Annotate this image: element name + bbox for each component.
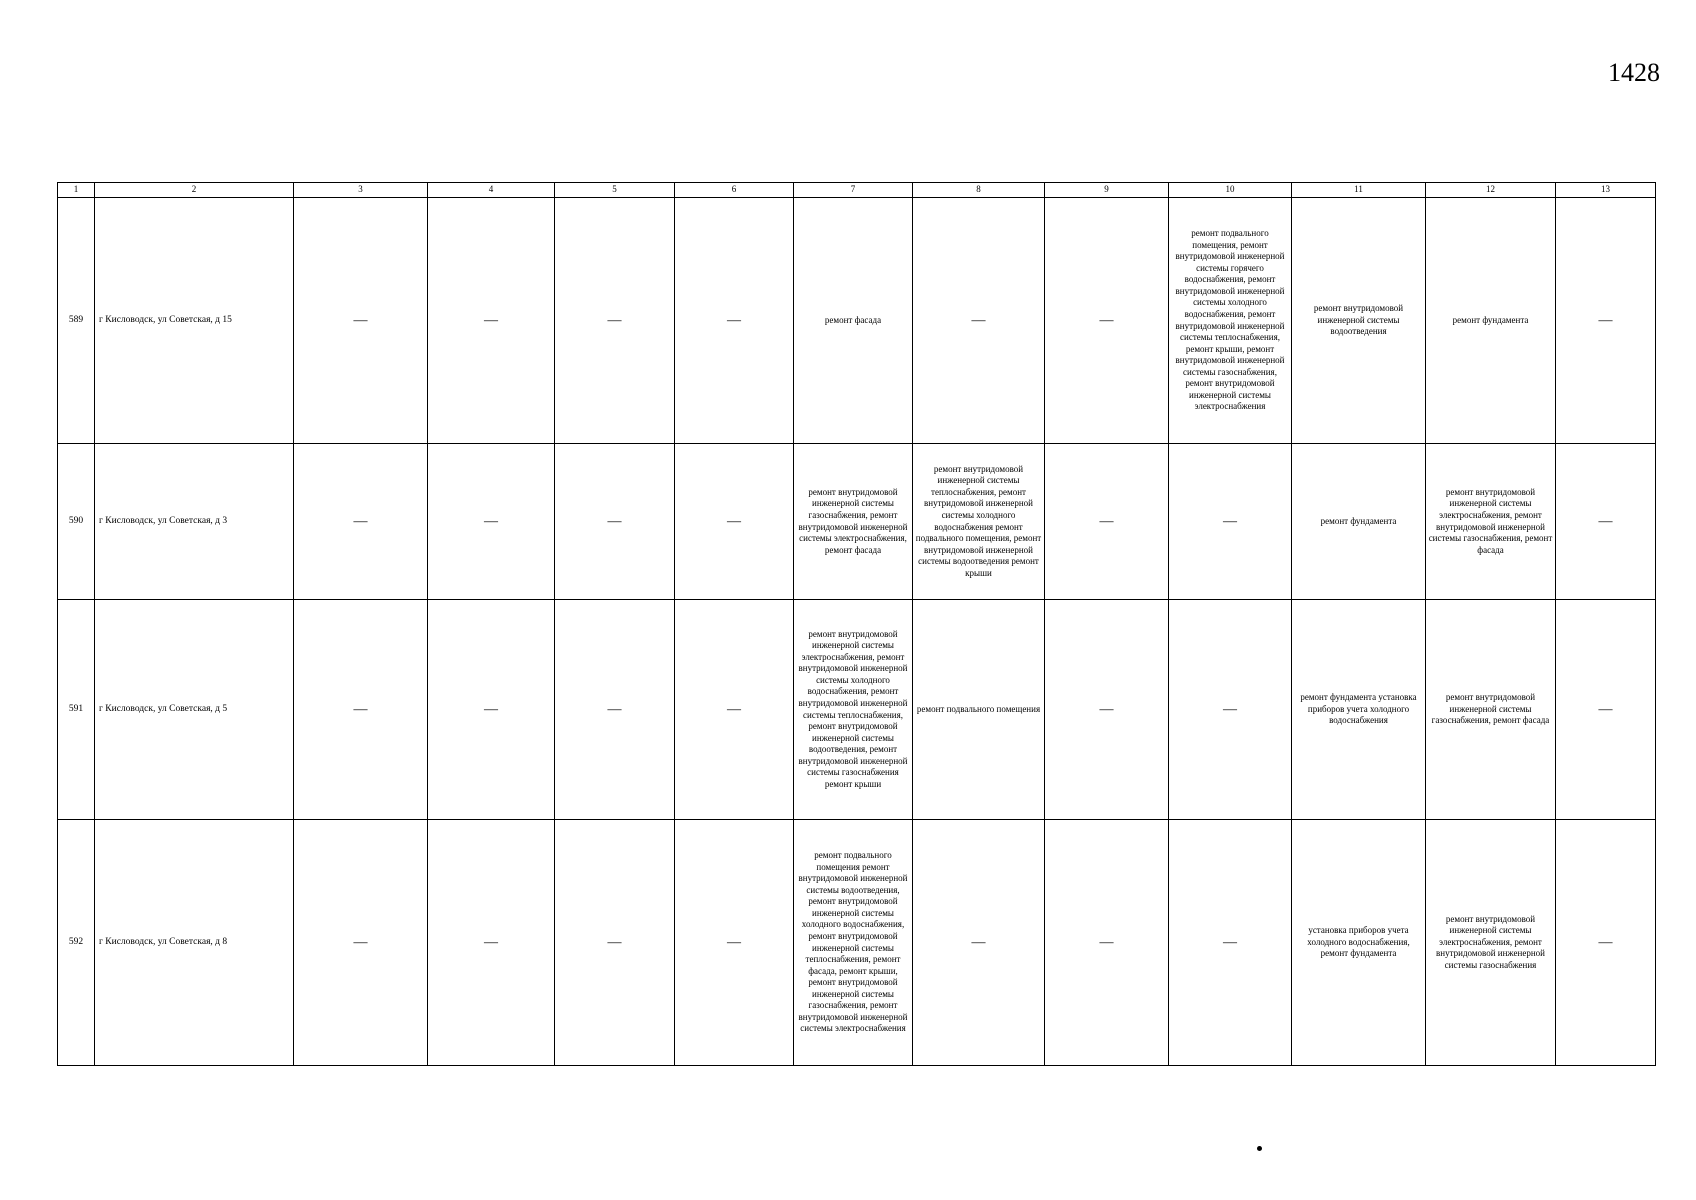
table-cell: — <box>1169 444 1292 600</box>
table-cell: — <box>428 444 555 600</box>
table-cell: — <box>1556 198 1656 444</box>
table-cell: ремонт фасада <box>794 198 913 444</box>
column-number: 12 <box>1426 183 1556 198</box>
row-number: 592 <box>58 820 95 1066</box>
table-cell: ремонт подвального помещения ремонт внутридомовой инженерной системы водоотведения, ремонт внутридомовой инженерной системы холодного водоснабжения, ремонт внутридомовой инженерной системы теплоснабжения, ремонт фасада, ремонт крыши, ремонт внутридомовой инженерной системы газоснабжения, ремонт внутридомовой инженерной системы электроснабжения <box>794 820 913 1066</box>
address-cell: г Кисловодск, ул Советская, д 5 <box>95 600 294 820</box>
repair-schedule-table <box>57 182 1656 1066</box>
table-cell: ремонт внутридомовой инженерной системы электроснабжения, ремонт внутридомовой инженерной системы газоснабжения <box>1426 820 1556 1066</box>
table-cell: — <box>1169 820 1292 1066</box>
scan-dot <box>1257 1146 1262 1151</box>
table-cell: — <box>1556 820 1656 1066</box>
column-number: 5 <box>555 183 675 198</box>
column-number: 13 <box>1556 183 1656 198</box>
table-cell: — <box>675 600 794 820</box>
table-cell: ремонт внутридомовой инженерной системы водоотведения <box>1292 198 1426 444</box>
table-row <box>58 198 1656 444</box>
table-cell: — <box>675 198 794 444</box>
table-cell: — <box>555 820 675 1066</box>
table-cell: — <box>428 198 555 444</box>
table-cell: — <box>1045 600 1169 820</box>
table-cell: ремонт фундамента <box>1292 444 1426 600</box>
table-cell: ремонт подвального помещения, ремонт внутридомовой инженерной системы горячего водоснабжения, ремонт внутридомовой инженерной системы холодного водоснабжения, ремонт внутридомовой инженерной системы теплоснабжения, ремонт крыши, ремонт внутридомовой инженерной системы газоснабжения, ремонт внутридомовой инженерной системы электроснабжения <box>1169 198 1292 444</box>
row-number: 591 <box>58 600 95 820</box>
table-cell: — <box>294 820 428 1066</box>
column-number: 6 <box>675 183 794 198</box>
address-cell: г Кисловодск, ул Советская, д 15 <box>95 198 294 444</box>
table-cell: — <box>1169 600 1292 820</box>
table-cell: — <box>1045 198 1169 444</box>
table-cell: — <box>675 444 794 600</box>
column-number: 1 <box>58 183 95 198</box>
table-cell: ремонт фундамента <box>1426 198 1556 444</box>
table-row <box>58 600 1656 820</box>
column-number: 7 <box>794 183 913 198</box>
table-cell: ремонт внутридомовой инженерной системы газоснабжения, ремонт фасада <box>1426 600 1556 820</box>
table-cell: — <box>1045 820 1169 1066</box>
table-cell: — <box>913 198 1045 444</box>
table-cell: — <box>555 198 675 444</box>
column-number: 3 <box>294 183 428 198</box>
table-cell: — <box>913 820 1045 1066</box>
table-cell: — <box>675 820 794 1066</box>
table-cell: установка приборов учета холодного водоснабжения, ремонт фундамента <box>1292 820 1426 1066</box>
table-cell: — <box>1045 444 1169 600</box>
table-row <box>58 820 1656 1066</box>
page-number: 1428 <box>1608 58 1660 87</box>
column-number: 2 <box>95 183 294 198</box>
table-cell: ремонт внутридомовой инженерной системы теплоснабжения, ремонт внутридомовой инженерной системы холодного водоснабжения ремонт подвального помещения, ремонт внутридомовой инженерной системы водоотведения ремонт крыши <box>913 444 1045 600</box>
address-cell: г Кисловодск, ул Советская, д 3 <box>95 444 294 600</box>
column-number: 4 <box>428 183 555 198</box>
table-row <box>58 444 1656 600</box>
table-cell: — <box>555 444 675 600</box>
table-cell: — <box>294 198 428 444</box>
table-cell: ремонт подвального помещения <box>913 600 1045 820</box>
table-cell: — <box>1556 600 1656 820</box>
address-cell: г Кисловодск, ул Советская, д 8 <box>95 820 294 1066</box>
table-cell: ремонт внутридомовой инженерной системы электроснабжения, ремонт внутридомовой инженерной системы газоснабжения, ремонт фасада <box>1426 444 1556 600</box>
column-number: 11 <box>1292 183 1426 198</box>
column-number-row <box>58 183 1656 198</box>
column-number: 10 <box>1169 183 1292 198</box>
table-cell: ремонт внутридомовой инженерной системы газоснабжения, ремонт внутридомовой инженерной системы электроснабжения, ремонт фасада <box>794 444 913 600</box>
table-cell: — <box>428 600 555 820</box>
column-number: 8 <box>913 183 1045 198</box>
row-number: 589 <box>58 198 95 444</box>
row-number: 590 <box>58 444 95 600</box>
column-number: 9 <box>1045 183 1169 198</box>
table-cell: — <box>294 444 428 600</box>
table-cell: — <box>1556 444 1656 600</box>
table-cell: — <box>555 600 675 820</box>
table-cell: ремонт фундамента установка приборов учета холодного водоснабжения <box>1292 600 1426 820</box>
table-cell: — <box>294 600 428 820</box>
table-cell: — <box>428 820 555 1066</box>
table-cell: ремонт внутридомовой инженерной системы электроснабжения, ремонт внутридомовой инженерной системы холодного водоснабжения, ремонт внутридомовой инженерной системы теплоснабжения, ремонт внутридомовой инженерной системы водоотведения, ремонт внутридомовой инженерной системы газоснабжения ремонт крыши <box>794 600 913 820</box>
